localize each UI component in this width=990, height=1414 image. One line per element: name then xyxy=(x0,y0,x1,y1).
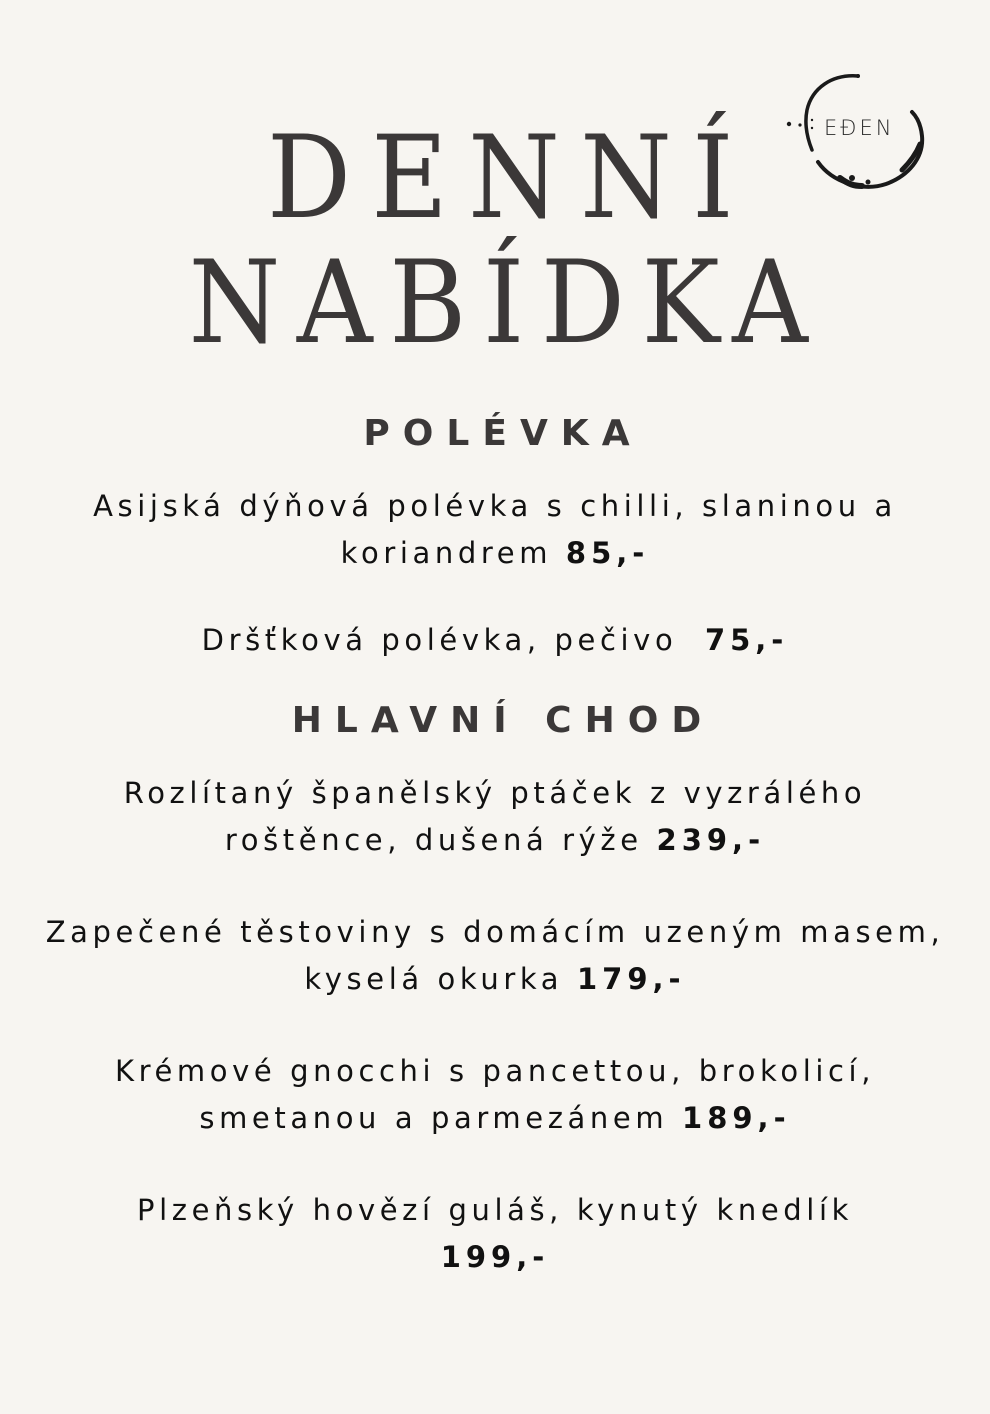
menu-item-price: 75,- xyxy=(704,623,789,657)
menu-item-price: 85,- xyxy=(565,536,650,570)
menu-item-main-3 xyxy=(30,1048,960,1142)
menu-item-price: 189,- xyxy=(682,1101,791,1135)
menu-item-name: Krémové gnocchi s pancettou, brokolicí, smetanou a parmezánem xyxy=(114,1054,876,1135)
section-heading-main-course: HLAVNÍ CHOD xyxy=(291,700,715,741)
menu-item-price: 179,- xyxy=(576,962,686,996)
menu-item-name: Dršťková polévka, pečivo xyxy=(201,623,678,657)
menu-item-price: 199,- xyxy=(440,1240,550,1274)
menu-item-soup-1 xyxy=(30,483,960,577)
section-heading-soup: POLÉVKA xyxy=(363,413,643,454)
menu-item-name: Plzeňský hovězí guláš, kynutý knedlík xyxy=(137,1193,853,1227)
menu-item-name: Rozlítaný španělský ptáček z vyzrálého roštěnce, dušená rýže xyxy=(123,776,867,857)
menu-item-price: 239,- xyxy=(656,823,766,857)
menu-item-soup-2 xyxy=(30,617,960,664)
menu-item-name: Asijská dýňová polévka s chilli, slaninou a koriandrem xyxy=(93,489,897,570)
menu-item-main-1 xyxy=(30,770,960,864)
logo-text: EĐEN xyxy=(824,116,895,140)
menu-item-main-4 xyxy=(30,1187,960,1281)
menu-item-main-2 xyxy=(30,909,960,1003)
page-title-line-1: DENNÍ xyxy=(266,111,754,244)
page-title-line-2: NABÍDKA xyxy=(188,236,825,369)
menu-item-name: Zapečené těstoviny s domácím uzeným masem, kyselá okurka xyxy=(45,915,945,996)
